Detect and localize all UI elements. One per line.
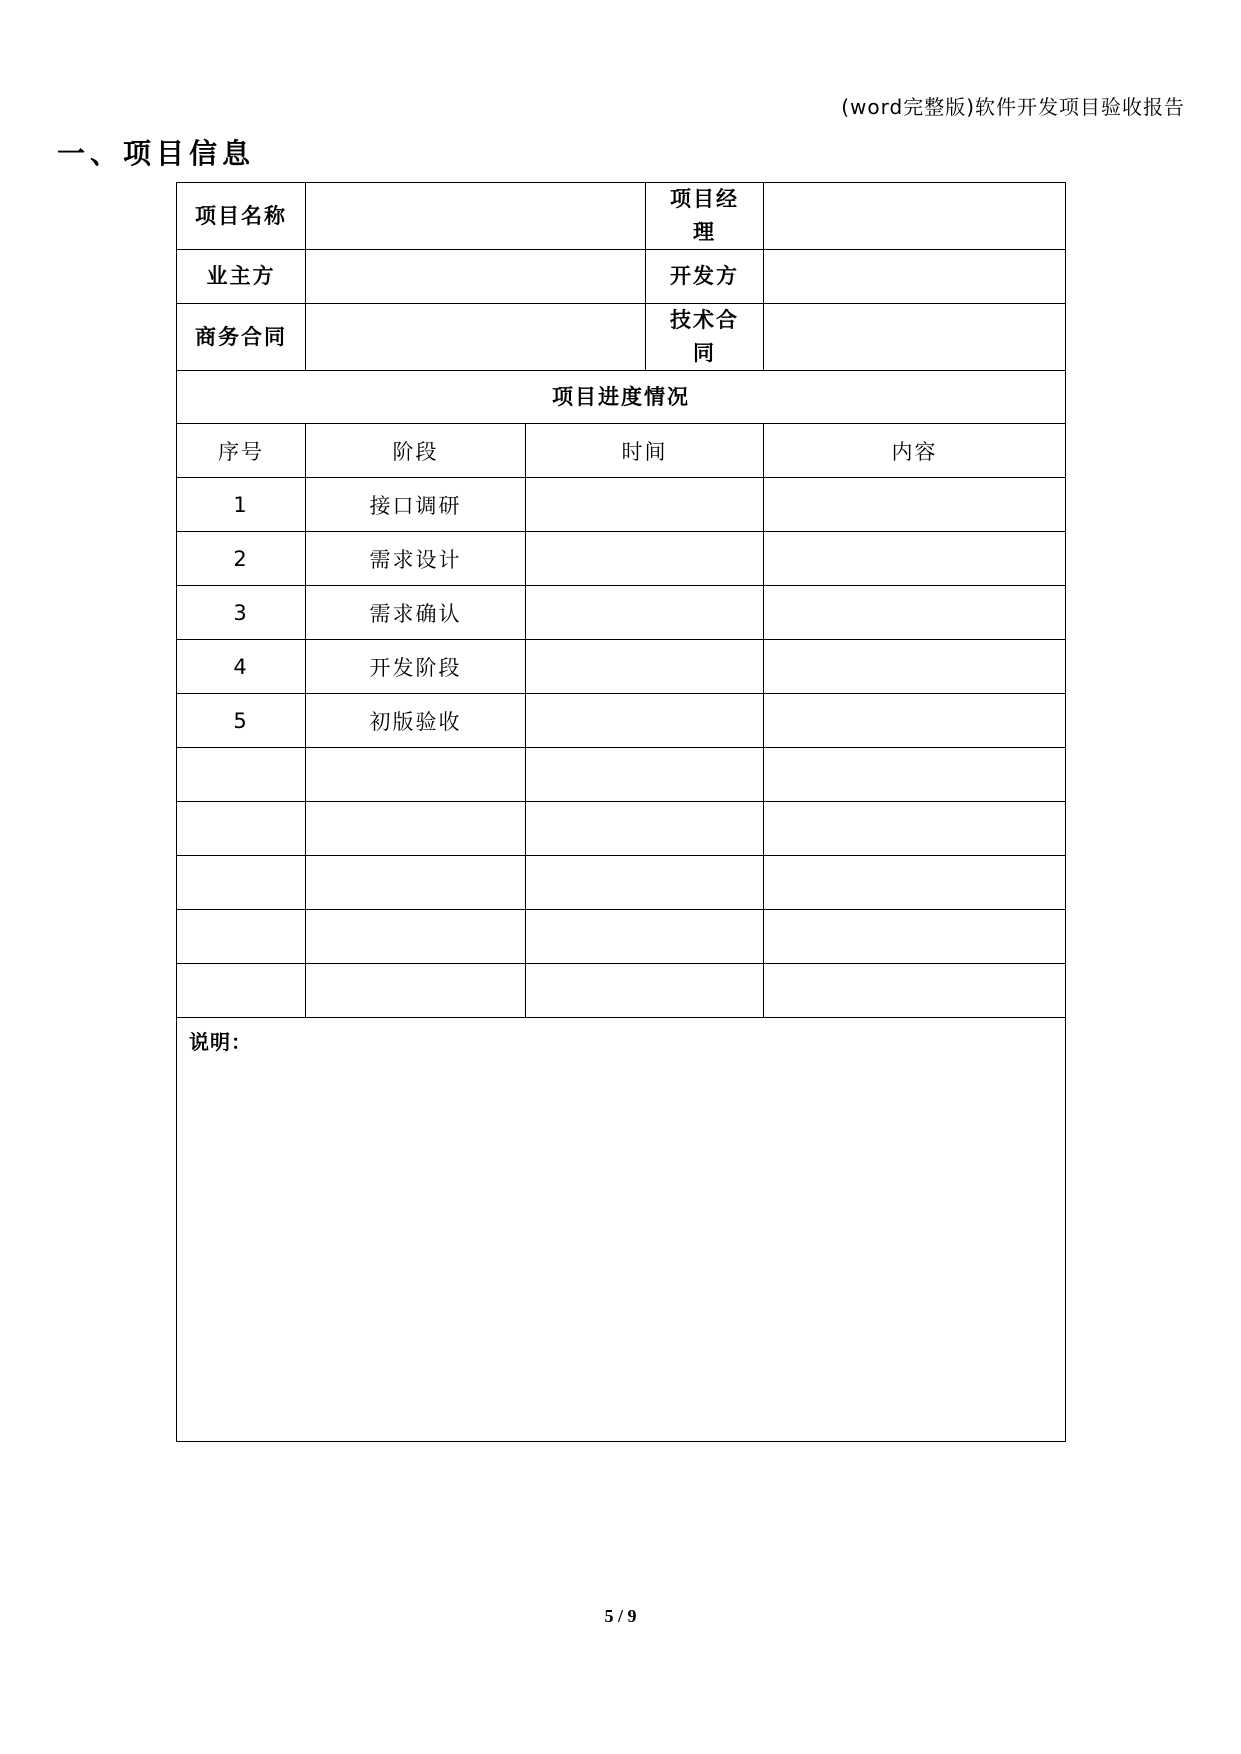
- row-stage: 需求设计: [306, 532, 526, 586]
- column-header-stage: 阶段: [306, 424, 526, 478]
- project-manager-value[interactable]: [764, 183, 1066, 250]
- business-contract-value[interactable]: [306, 304, 646, 371]
- row-stage: [306, 910, 526, 964]
- owner-label: 业主方: [177, 250, 306, 304]
- project-table: [176, 182, 1066, 1442]
- row-time[interactable]: [526, 910, 764, 964]
- progress-section-title: 项目进度情况: [177, 371, 1066, 424]
- notes-area[interactable]: [177, 1018, 1066, 1442]
- row-time[interactable]: [526, 586, 764, 640]
- column-header-index: 序号: [177, 424, 306, 478]
- row-time[interactable]: [526, 802, 764, 856]
- row-content[interactable]: [764, 802, 1066, 856]
- row-index: [177, 964, 306, 1018]
- tech-contract-value[interactable]: [764, 304, 1066, 371]
- row-stage: [306, 856, 526, 910]
- row-stage: 初版验收: [306, 694, 526, 748]
- table-row: [177, 694, 1066, 748]
- developer-label: 开发方: [646, 250, 764, 304]
- notes-label: 说明：: [189, 1030, 252, 1054]
- project-name-label: 项目名称: [177, 183, 306, 250]
- table-row: [177, 856, 1066, 910]
- row-index: [177, 802, 306, 856]
- tech-contract-label-cell: [646, 304, 764, 371]
- row-index: 3: [177, 586, 306, 640]
- row-content[interactable]: [764, 478, 1066, 532]
- row-index: 1: [177, 478, 306, 532]
- row-index: 4: [177, 640, 306, 694]
- row-stage: 开发阶段: [306, 640, 526, 694]
- project-manager-label-cell: [646, 183, 764, 250]
- column-header-time: 时间: [526, 424, 764, 478]
- table-row: [177, 802, 1066, 856]
- owner-value[interactable]: [306, 250, 646, 304]
- row-time[interactable]: [526, 694, 764, 748]
- row-index: 5: [177, 694, 306, 748]
- row-time[interactable]: [526, 964, 764, 1018]
- row-content[interactable]: [764, 640, 1066, 694]
- row-content[interactable]: [764, 910, 1066, 964]
- row-index: [177, 856, 306, 910]
- row-content[interactable]: [764, 856, 1066, 910]
- row-time[interactable]: [526, 640, 764, 694]
- document-header-title: (word完整版)软件开发项目验收报告: [841, 95, 1185, 119]
- page-number: 5 / 9: [604, 1606, 637, 1626]
- table-row: [177, 748, 1066, 802]
- project-name-value[interactable]: [306, 183, 646, 250]
- project-manager-label: 项目经理: [670, 187, 739, 244]
- row-time[interactable]: [526, 856, 764, 910]
- row-content[interactable]: [764, 748, 1066, 802]
- row-content[interactable]: [764, 694, 1066, 748]
- row-index: 2: [177, 532, 306, 586]
- column-header-content: 内容: [764, 424, 1066, 478]
- table-row: [177, 532, 1066, 586]
- row-content[interactable]: [764, 532, 1066, 586]
- business-contract-label: 商务合同: [177, 304, 306, 371]
- developer-value[interactable]: [764, 250, 1066, 304]
- row-index: [177, 748, 306, 802]
- table-row: [177, 964, 1066, 1018]
- table-row: [177, 586, 1066, 640]
- row-stage: 接口调研: [306, 478, 526, 532]
- table-row: [177, 640, 1066, 694]
- table-row: [177, 910, 1066, 964]
- tech-contract-label: 技术合同: [670, 308, 739, 365]
- row-stage: [306, 802, 526, 856]
- row-time[interactable]: [526, 478, 764, 532]
- table-row: [177, 478, 1066, 532]
- row-stage: [306, 964, 526, 1018]
- row-time[interactable]: [526, 748, 764, 802]
- row-stage: 需求确认: [306, 586, 526, 640]
- row-index: [177, 910, 306, 964]
- row-content[interactable]: [764, 964, 1066, 1018]
- row-content[interactable]: [764, 586, 1066, 640]
- section-title: 一、项目信息: [57, 137, 256, 170]
- row-time[interactable]: [526, 532, 764, 586]
- row-stage: [306, 748, 526, 802]
